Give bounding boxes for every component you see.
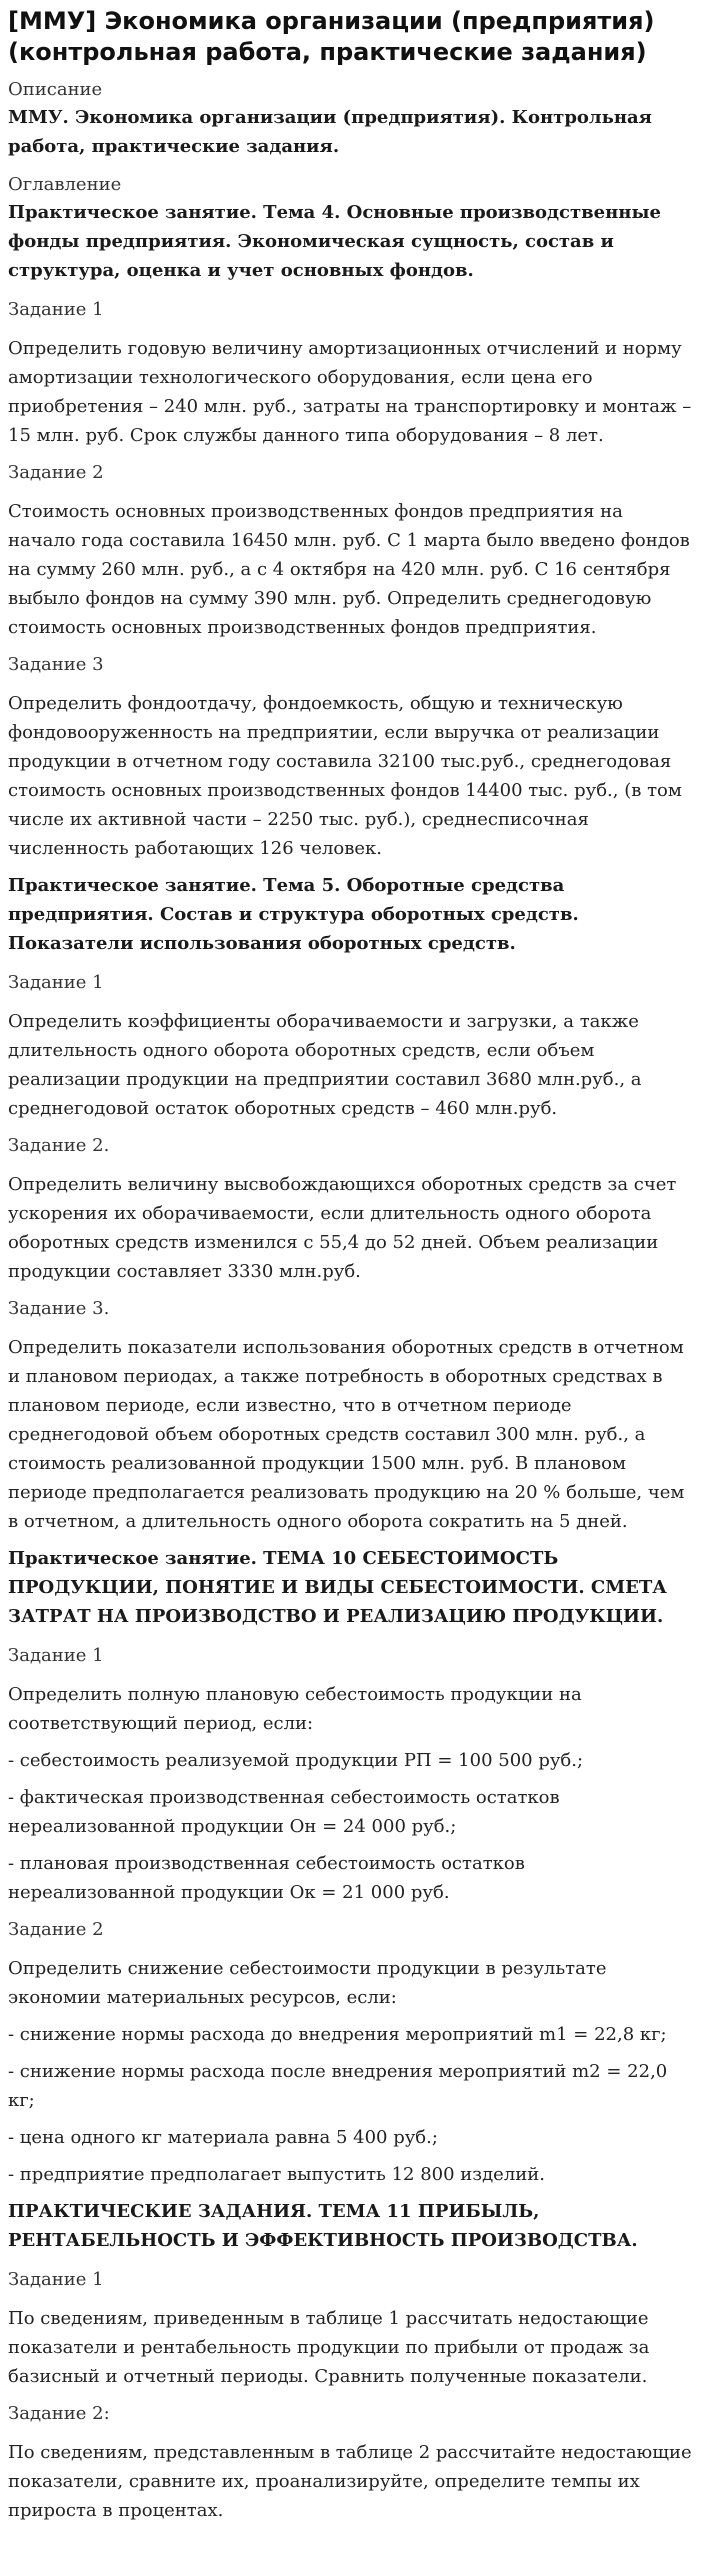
- task-text: Определить фондоотдачу, фондоемкость, общую и техническую фондовооруженность на предприятии, если выручка от реализации продукции в отчетном году составила 32100 тыс.руб., среднегодовая стоимость основных производственных фондов 14400 тыс. руб., (в том числе их активной части – 2250 тыс. руб.), среднесписочная численность работающих 126 человек.: [8, 693, 682, 859]
- task-label: Задание 2: [8, 462, 104, 483]
- task-label: Задание 1: [8, 2269, 104, 2290]
- section-heading: Практическое занятие. Тема 5. Оборотные средства предприятия. Состав и структура оборотных средств. Показатели использования оборотных средств.: [8, 875, 579, 954]
- list-item: - цена одного кг материала равна 5 400 руб.;: [8, 2127, 438, 2148]
- list-item: - себестоимость реализуемой продукции РП = 100 500 руб.;: [8, 1750, 584, 1771]
- list-item: - предприятие предполагает выпустить 12 800 изделий.: [8, 2164, 545, 2185]
- task-label: Задание 2.: [8, 1135, 110, 1156]
- task-label: Задание 2: [8, 1919, 104, 1940]
- task-label: Задание 1: [8, 299, 104, 320]
- section-heading: ПРАКТИЧЕСКИЕ ЗАДАНИЯ. ТЕМА 11 ПРИБЫЛЬ, РЕНТАБЕЛЬНОСТЬ И ЭФФЕКТИВНОСТЬ ПРОИЗВОДСТВА.: [8, 2201, 638, 2251]
- description-text: ММУ. Экономика организации (предприятия). Контрольная работа, практические задания.: [8, 107, 652, 157]
- task-text: По сведениям, приведенным в таблице 1 рассчитать недостающие показатели и рентабельность продукции по прибыли от продаж за базисный и отчетный периоды. Сравнить полученные показатели.: [8, 2308, 650, 2387]
- page-title: [ММУ] Экономика организации (предприятия) (контрольная работа, практические задания): [8, 7, 655, 66]
- toc-label: Оглавление: [8, 174, 122, 195]
- list-item: - плановая производственная себестоимость остатков нереализованной продукции Ок = 21 000 руб.: [8, 1853, 525, 1903]
- task-text: Определить полную плановую себестоимость продукции на соответствующий период, если:: [8, 1684, 582, 1734]
- task-text: По сведениям, представленным в таблице 2 рассчитайте недостающие показатели, сравните их, проанализируйте, определите темпы их прироста в процентах.: [8, 2442, 692, 2521]
- list-item: - снижение нормы расхода после внедрения мероприятий m2 = 22,0 кг;: [8, 2061, 668, 2111]
- task-text: Определить годовую величину амортизационных отчислений и норму амортизации технологического оборудования, если цена его приобретения – 240 млн. руб., затраты на транспортировку и монтаж – 15 млн. руб. Срок службы данного типа оборудования – 8 лет.: [8, 338, 692, 446]
- task-text: Стоимость основных производственных фондов предприятия на начало года составила 16450 млн. руб. С 1 марта было введено фондов на сумму 260 млн. руб., а с 4 октября на 420 млн. руб. С 16 сентября выбыло фондов на сумму 390 млн. руб. Определить среднегодовую стоимость основных производственных фондов предприятия.: [8, 501, 690, 638]
- contents: [8, 198, 693, 2525]
- task-text: Определить снижение себестоимости продукции в результате экономии материальных ресурсов, если:: [8, 1958, 607, 2008]
- description-label: Описание: [8, 79, 103, 100]
- section-heading: Практическое занятие. Тема 4. Основные производственные фонды предприятия. Экономическая сущность, состав и структура, оценка и учет основных фондов.: [8, 202, 661, 281]
- task-label: Задание 3: [8, 654, 104, 675]
- list-item: - фактическая производственная себестоимость остатков нереализованной продукции Он = 24 000 руб.;: [8, 1787, 560, 1837]
- task-label: Задание 3.: [8, 1298, 110, 1319]
- task-label: Задание 2:: [8, 2403, 110, 2424]
- list-item: - снижение нормы расхода до внедрения мероприятий m1 = 22,8 кг;: [8, 2024, 667, 2045]
- task-text: Определить коэффициенты оборачиваемости и загрузки, а также длительность одного оборота оборотных средств, если объем реализации продукции на предприятии составил 3680 млн.руб., а среднегодовой остаток оборотных средств – 460 млн.руб.: [8, 1011, 642, 1119]
- section-heading: Практическое занятие. ТЕМА 10 СЕБЕСТОИМОСТЬ ПРОДУКЦИИ, ПОНЯТИЕ И ВИДЫ СЕБЕСТОИМОСТИ. СМЕТА ЗАТРАТ НА ПРОИЗВОДСТВО И РЕАЛИЗАЦИЮ ПРОДУКЦИИ.: [8, 1548, 667, 1627]
- task-label: Задание 1: [8, 1645, 104, 1666]
- task-label: Задание 1: [8, 972, 104, 993]
- task-text: Определить показатели использования оборотных средств в отчетном и плановом периодах, а также потребность в оборотных средствах в плановом периоде, если известно, что в отчетном периоде среднегодовой объем оборотных средств составил 300 млн. руб., а стоимость реализованной продукции 1500 млн. руб. В плановом периоде предполагается реализовать продукцию на 20 % больше, чем в отчетном, а длительность одного оборота сократить на 5 дней.: [8, 1337, 685, 1532]
- task-text: Определить величину высвобождающихся оборотных средств за счет ускорения их оборачиваемости, если длительность одного оборота оборотных средств изменился с 55,4 до 52 дней. Объем реализации продукции составляет 3330 млн.руб.: [8, 1174, 677, 1282]
